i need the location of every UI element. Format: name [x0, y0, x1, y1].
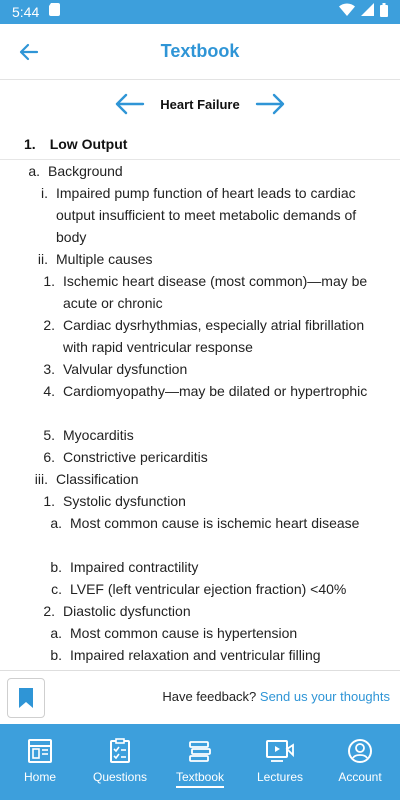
outline-text: Multiple causes [56, 251, 153, 267]
bookmark-button[interactable] [7, 678, 45, 718]
nav-questions[interactable] [80, 724, 160, 800]
nav-account[interactable] [320, 724, 400, 800]
next-chapter-button[interactable] [254, 90, 288, 118]
outline-item [0, 424, 400, 446]
outline-text: Valvular dysfunction [63, 361, 188, 377]
outline-text: Most common cause is hypertension [70, 625, 298, 641]
outline-marker: b. [50, 559, 62, 575]
outline-text: Myocarditis [63, 427, 134, 443]
outline-item [0, 556, 400, 578]
section-title: Low Output [49, 135, 128, 152]
battery-icon [380, 3, 388, 22]
outline-item [0, 578, 400, 600]
nav-questions-label: Questions [92, 770, 148, 784]
outline-item [0, 600, 400, 622]
outline-marker: 1. [43, 273, 55, 289]
nav-home-label: Home [23, 770, 56, 784]
outline-marker: ii. [37, 251, 48, 267]
textbook-content [0, 160, 400, 670]
nav-textbook[interactable] [160, 724, 240, 800]
home-icon [27, 738, 53, 764]
outline-text: Impaired relaxation and ventricular filling [70, 647, 321, 663]
outline-item [0, 468, 400, 490]
account-icon [347, 738, 373, 764]
section-number: 1. [24, 135, 36, 152]
outline-marker: a. [50, 625, 62, 641]
back-arrow-icon [18, 43, 38, 61]
outline-marker: 6. [43, 449, 55, 465]
outline-text: Impaired contractility [70, 559, 199, 575]
outline-text: LVEF (left ventricular ejection fraction) <40% [70, 581, 347, 597]
feedback-prompt [162, 689, 390, 704]
outline-marker: 4. [43, 383, 55, 399]
section-heading [0, 128, 400, 160]
outline-item [0, 512, 400, 534]
outline-text: Constrictive pericarditis [63, 449, 208, 465]
outline-marker: b. [50, 647, 62, 663]
textbook-icon [187, 738, 213, 764]
chapter-nav [0, 86, 400, 122]
outline-item [0, 490, 400, 512]
outline-marker: a. [28, 163, 40, 179]
previous-chapter-button[interactable] [112, 90, 146, 118]
outline-marker: 5. [43, 427, 55, 443]
signal-icon [361, 3, 374, 21]
nav-home[interactable] [0, 724, 80, 800]
outline-item [0, 380, 400, 402]
app-header [0, 24, 400, 80]
outline-marker: iii. [34, 471, 48, 487]
outline-item [0, 446, 400, 468]
outline-marker: i. [41, 185, 48, 201]
outline-item [0, 314, 400, 358]
outline-item [0, 160, 400, 182]
wifi-icon [339, 3, 355, 21]
feedback-label: Have feedback? [162, 689, 257, 704]
outline-text: Cardiac dysrhythmias, especially atrial fibrillation with rapid ventricular response [63, 317, 365, 355]
nav-textbook-label: Textbook [176, 770, 224, 788]
nav-lectures[interactable] [240, 724, 320, 800]
bookmark-icon [18, 687, 34, 709]
status-bar [0, 0, 400, 24]
questions-icon [107, 738, 133, 764]
outline-item [0, 270, 400, 314]
outline-text: Background [48, 163, 123, 179]
page-title: Textbook [160, 41, 240, 61]
sd-card-icon [49, 3, 60, 21]
outline-item [0, 358, 400, 380]
arrow-right-icon [256, 93, 286, 115]
nav-lectures-label: Lectures [256, 770, 304, 784]
outline-text: Diastolic dysfunction [63, 603, 191, 619]
back-button[interactable] [14, 38, 42, 66]
outline-text: Most common cause is ischemic heart disease [70, 515, 360, 531]
nav-account-label: Account [338, 770, 382, 784]
outline-item [0, 622, 400, 644]
feedback-bar [0, 670, 400, 724]
chapter-title: Heart Failure [160, 96, 240, 112]
outline-marker: c. [51, 581, 62, 597]
status-time: 5:44 [12, 4, 40, 20]
bottom-nav [0, 724, 400, 800]
arrow-left-icon [114, 93, 144, 115]
outline-text: Classification [56, 471, 139, 487]
outline-text: Systolic dysfunction [63, 493, 186, 509]
send-feedback-link[interactable]: Send us your thoughts [259, 689, 390, 704]
outline-item [0, 248, 400, 270]
outline-marker: 2. [43, 317, 55, 333]
outline-marker: 1. [43, 493, 55, 509]
outline-text: Ischemic heart disease (most common)—may be acute or chronic [63, 273, 368, 311]
outline-item [0, 644, 400, 666]
outline-marker: 2. [43, 603, 55, 619]
lectures-icon [265, 738, 295, 764]
outline-marker: 3. [43, 361, 55, 377]
outline-text: Cardiomyopathy—may be dilated or hypertrophic [63, 383, 368, 399]
outline-marker: a. [50, 515, 62, 531]
outline-text: Impaired pump function of heart leads to cardiac output insufficient to meet metabolic demands of body [56, 185, 357, 245]
outline-item [0, 182, 400, 248]
